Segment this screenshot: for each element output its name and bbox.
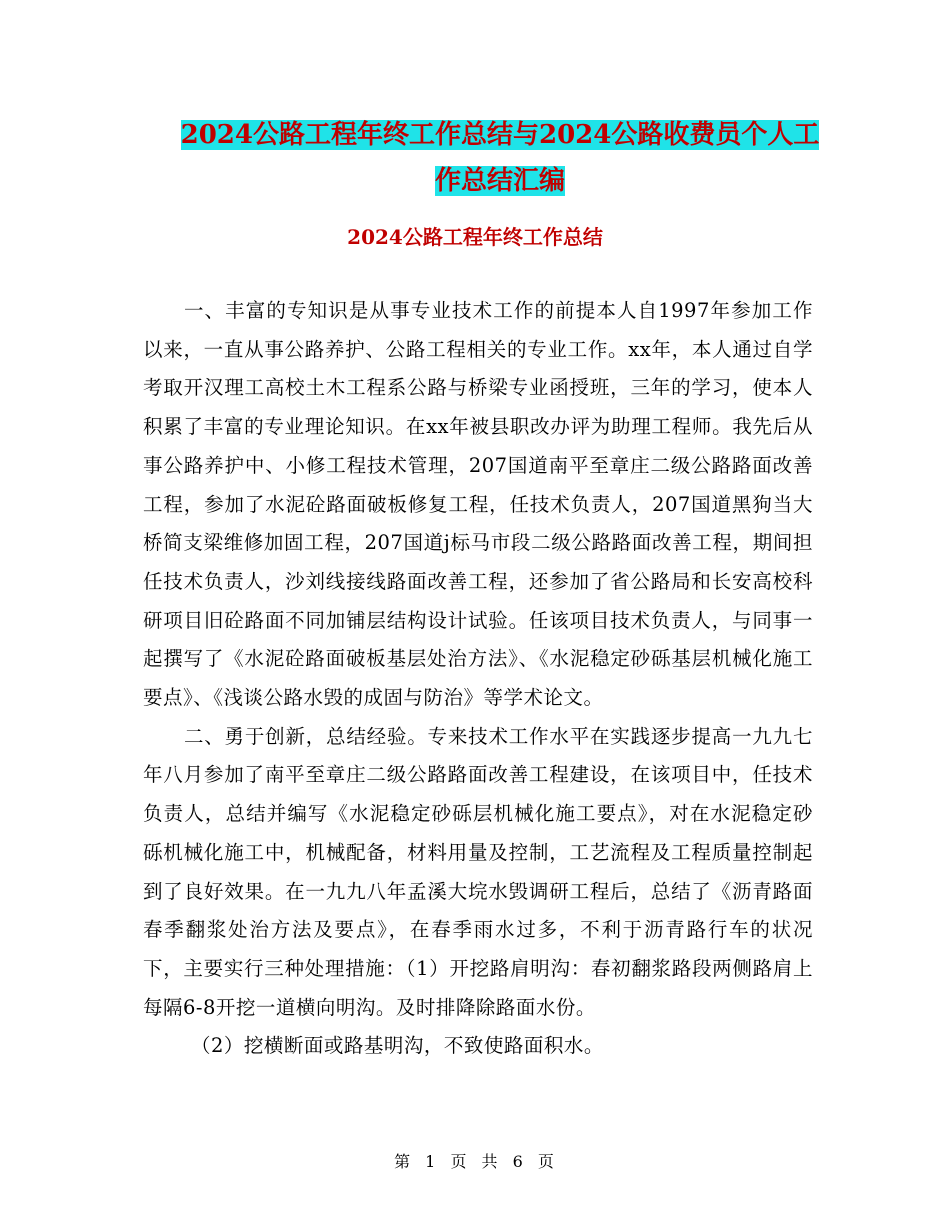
document-title-line-2: 作总结汇编 xyxy=(434,166,565,196)
body-paragraph-2: 二、勇于创新，总结经验。专来技术工作水平在实践逐步提高一九九七年八月参加了南平至章庄二级公路路面改善工程建设，在该项目中，任技术负责人，总结并编写《水泥稳定砂砾层机械化施工要点》，对在水泥稳定砂砾机械化施工中，机械配备，材料用量及控制，工艺流程及工程质量控制起到了良好效果。在一九九八年孟溪大垸水毁调研工程后，总结了《沥青路面春季翻浆处治方法及要点》，在春季雨水过多，不利于沥青路行车的状况下，主要实行三种处理措施：（1）开挖路肩明沟：春初翻浆路段两侧路肩上每隔6-8开挖一道横向明沟。及时排降除路面水份。 xyxy=(143,724,813,1019)
body-paragraph-1: 一、丰富的专知识是从事专业技术工作的前提本人自1997年参加工作以来，一直从事公路养护、公路工程相关的专业工作。xx年，本人通过自学考取开汉理工高校土木工程系公路与桥梁专业函授班，三年的学习，使本人积累了丰富的专业理论知识。在xx年被县职改办评为助理工程师。我先后从事公路养护中、小修工程技术管理，207国道南平至章庄二级公路路面改善工程，参加了水泥砼路面破板修复工程，任技术负责人，207国道黑狗当大桥简支梁维修加固工程，207国道j标马市段二级公路路面改善工程，期间担任技术负责人，沙刘线接线路面改善工程，还参加了省公路局和长安高校科研项目旧砼路面不同加铺层结构设计试验。任该项目技术负责人，与同事一起撰写了《水泥砼路面破板基层处治方法》、《水泥稳定砂砾基层机械化施工要点》、《浅谈公路水毁的成固与防治》等学术论文。 xyxy=(143,299,813,710)
section-title: 2024公路工程年终工作总结 xyxy=(347,225,603,249)
document-title-line-1: 2024公路工程年终工作总结与2024公路收费员个人工 xyxy=(180,120,820,150)
document-body xyxy=(143,292,813,1066)
body-paragraph-3: （2）挖横断面或路基明沟，不致使路面积水。 xyxy=(191,1034,604,1058)
page-number-footer: 第 1 页 共 6 页 xyxy=(394,1152,556,1171)
document-title xyxy=(120,112,880,204)
